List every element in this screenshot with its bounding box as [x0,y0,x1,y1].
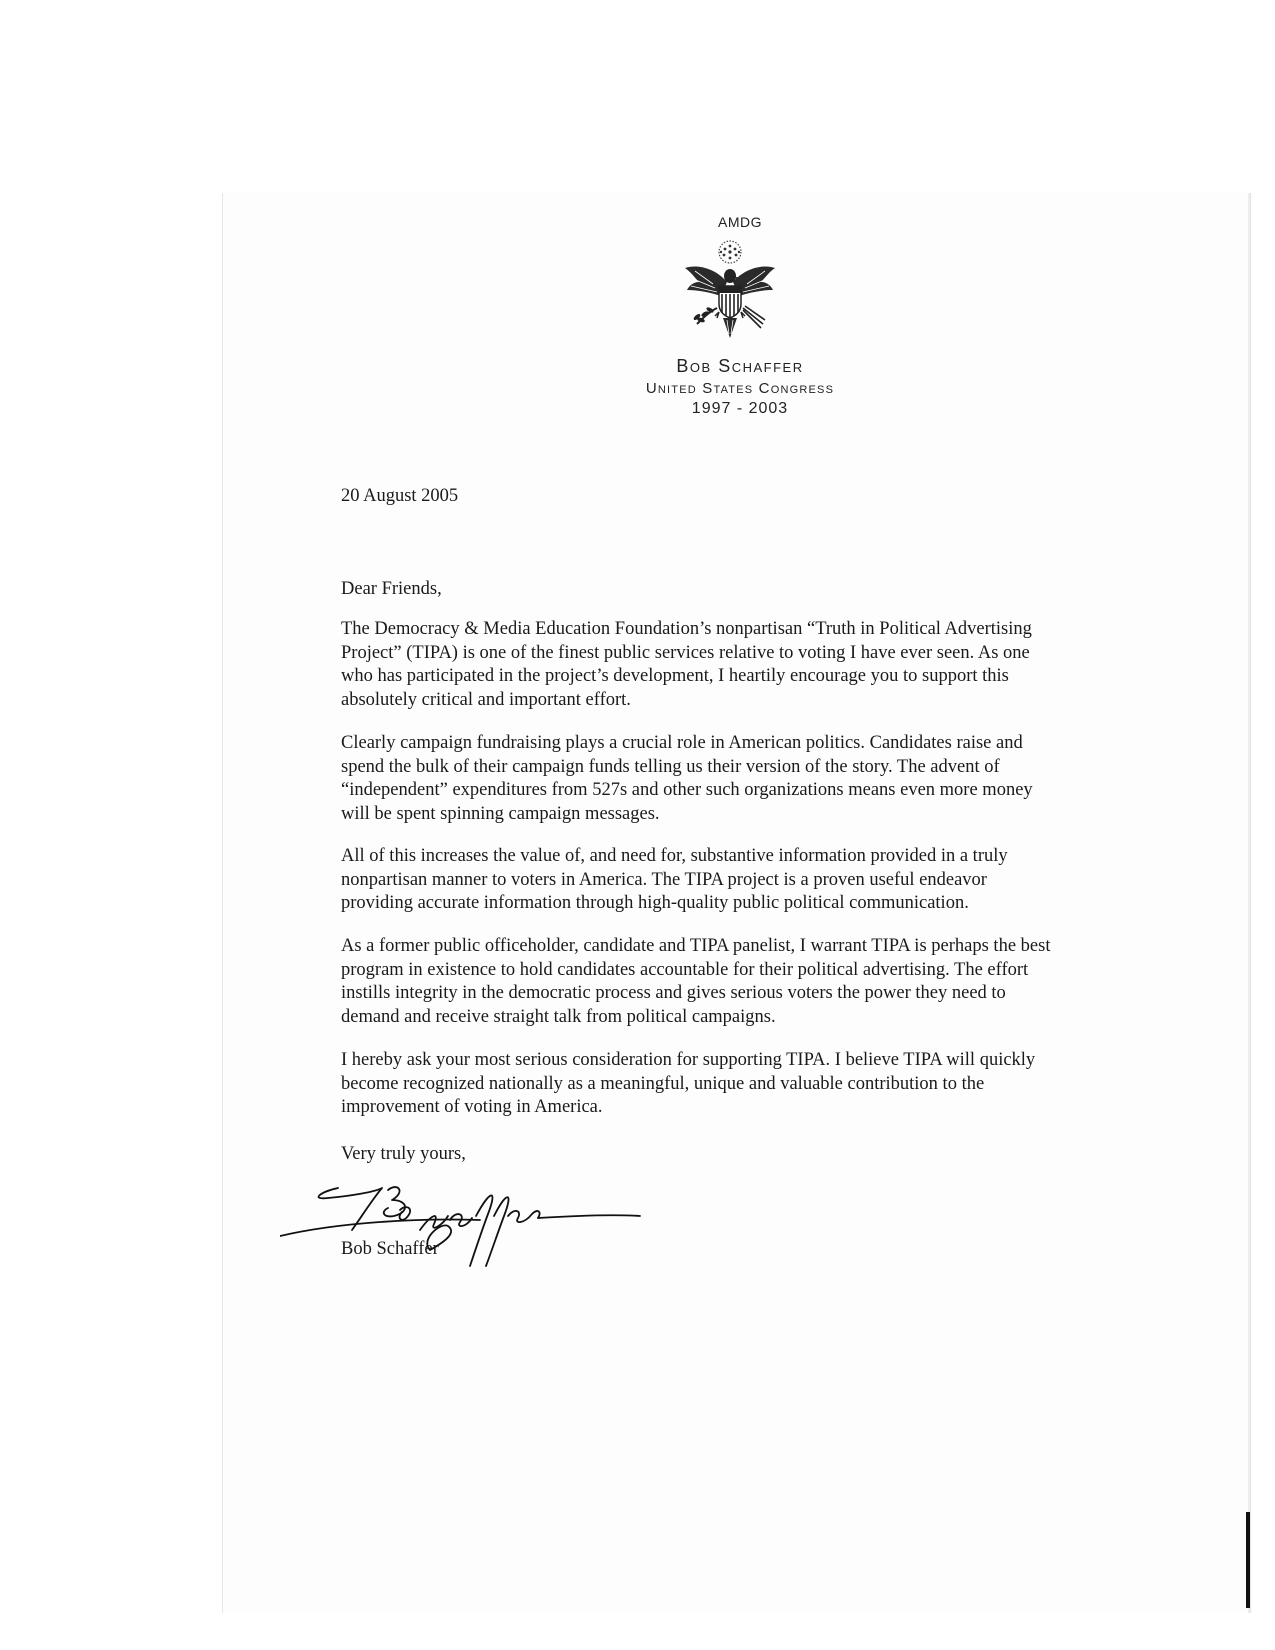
paragraph [341,1049,1141,1120]
paragraph-line: program in existence to hold candidates accountable for their political advertising. The effort [341,959,1029,980]
scan-edge [1248,193,1251,1613]
letter-date: 20 August 2005 [341,486,459,506]
paragraph-line: who has participated in the project’s development, I heartily encourage you to support this [341,666,1009,686]
paragraph-line: Project” (TIPA) is one of the finest public services relative to voting I have ever seen. As one [341,642,1030,663]
paragraph-line: absolutely critical and important effort. [341,689,631,710]
scan-mark [1246,1512,1250,1608]
paragraph [341,845,1141,916]
paragraph-line: The Democracy & Media Education Foundation’s nonpartisan “Truth in Political Advertising [341,619,1032,639]
paragraph-line: As a former public officeholder, candidate and TIPA panelist, I warrant TIPA is perhaps the best [341,936,1051,956]
signer-name: Bob Schaffer [341,1239,439,1259]
paragraph-line: spend the bulk of their campaign funds telling us their version of the story. The advent of [341,756,1000,777]
paragraph-line: providing accurate information through high-quality public political communication. [341,893,969,913]
letter-closing: Very truly yours, [341,1144,466,1164]
paragraph-line: will be spent spinning campaign messages. [341,803,660,824]
paragraph [341,732,1141,826]
paragraph-line: I hereby ask your most serious consideration for supporting TIPA. I believe TIPA will quickly [341,1050,1036,1070]
paragraph-line: instills integrity in the democratic process and gives serious voters the power they need to [341,983,1006,1003]
handwritten-signature [280,1170,680,1280]
letterhead-years: 1997 - 2003 [691,400,789,417]
paragraph [341,935,1141,1029]
paragraph-line: demand and receive straight talk from political campaigns. [341,1006,776,1027]
paragraph-line: Clearly campaign fundraising plays a crucial role in American politics. Candidates raise and [341,733,1023,753]
letterhead-name: Bob Schaffer [676,356,804,376]
paragraph [341,618,1141,712]
paragraph-line: All of this increases the value of, and need for, substantive information provided in a truly [341,846,1008,866]
letterhead-motto: AMDG [718,214,762,230]
paragraph-line: “independent” expenditures from 527s and other such organizations means even more money [341,780,1033,800]
letter-salutation: Dear Friends, [341,579,442,599]
paragraph-line: nonpartisan manner to voters in America. The TIPA project is a proven useful endeavor [341,869,987,890]
paragraph-line: become recognized nationally as a meaningful, unique and valuable contribution to the [341,1073,985,1094]
letterhead-organization: United States Congress [645,380,835,397]
great-seal-eagle-icon [675,238,785,348]
paragraph-line: improvement of voting in America. [341,1097,603,1117]
